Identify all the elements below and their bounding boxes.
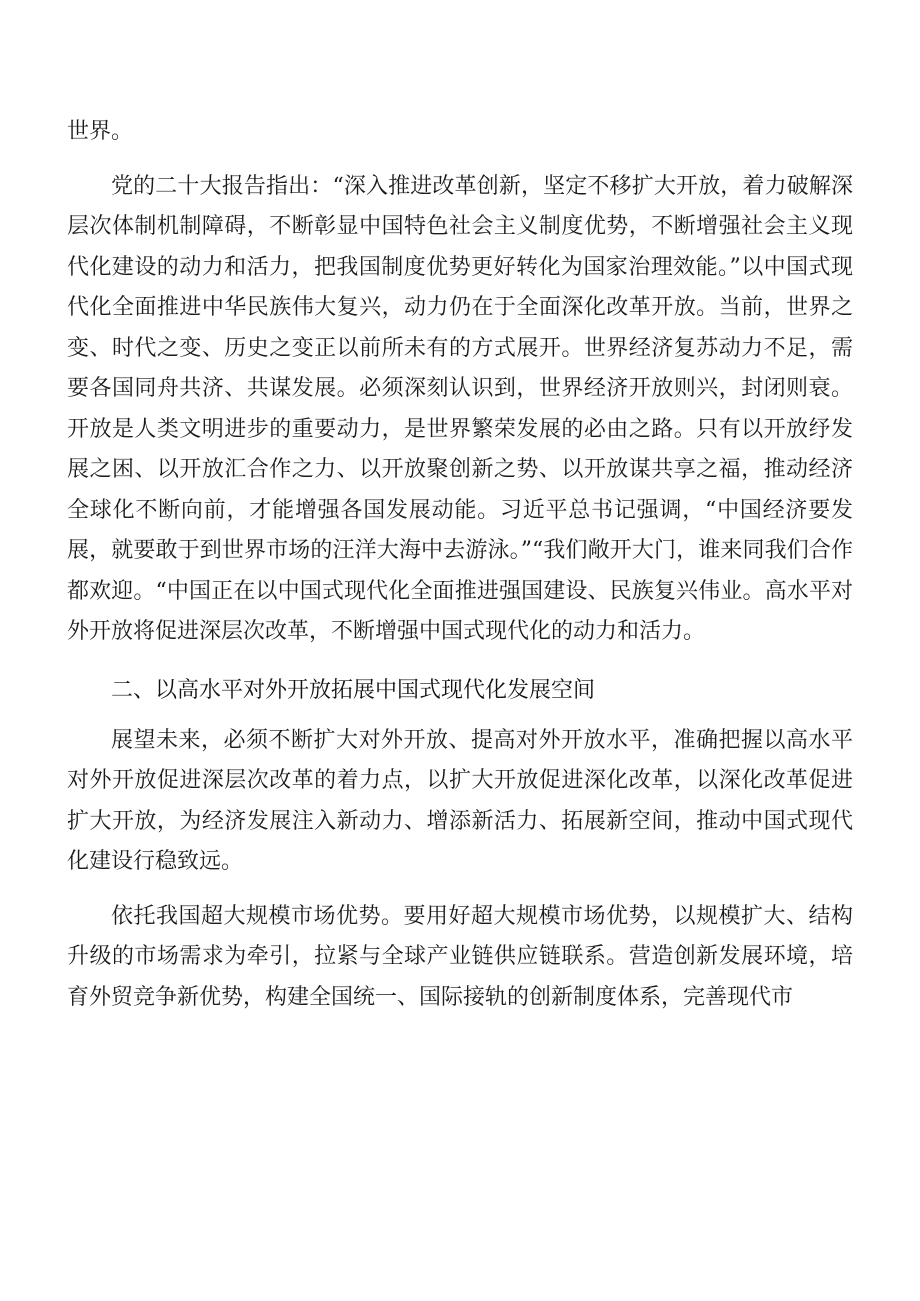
paragraph-outlook: 展望未来，必须不断扩大对外开放、提高对外开放水平，准确把握以高水平对外开放促进深层次改革的着力点，以扩大开放促进深化改革，以深化改革促进扩大开放，为经济发展注入新动力、增添新活力、拓展新空间，推动中国式现代化建设行稳致远。 — [67, 727, 853, 874]
section-heading-two: 二、以高水平对外开放拓展中国式现代化发展空间 — [111, 677, 596, 703]
document-body — [67, 112, 853, 1018]
paragraph-continuation: 世界。 — [67, 119, 134, 144]
paragraph-party-report: 党的二十大报告指出：“深入推进改革创新，坚定不移扩大开放，着力破解深层次体制机制障碍，不断彰显中国特色社会主义制度优势，不断增强社会主义现代化建设的动力和活力，把我国制度优势更好转化为国家治理效能。”以中国式现代化全面推进中华民族伟大复兴，动力仍在于全面深化改革开放。当前，世界之变、时代之变、历史之变正以前所未有的方式展开。世界经济复苏动力不足，需要各国同舟共济、共谋发展。必须深刻认识到，世界经济开放则兴，封闭则衰。开放是人类文明进步的重要动力，是世界繁荣发展的必由之路。只有以开放纾发展之困、以开放汇合作之力、以开放聚创新之势、以开放谋共享之福，推动经济全球化不断向前，才能增强各国发展动能。习近平总书记强调，“中国经济要发展，就要敢于到世界市场的汪洋大海中去游泳。”“我们敞开大门，谁来同我们合作都欢迎。“中国正在以中国式现代化全面推进强国建设、民族复兴伟业。高水平对外开放将促进深层次改革，不断增强中国式现代化的动力和活力。 — [67, 173, 853, 644]
paragraph-market-advantage: 依托我国超大规模市场优势。要用好超大规模市场优势，以规模扩大、结构升级的市场需求为牵引，拉紧与全球产业链供应链联系。营造创新发展环境，培育外贸竞争新优势，构建全国统一、国际接轨的创新制度体系，完善现代市 — [67, 903, 853, 1010]
